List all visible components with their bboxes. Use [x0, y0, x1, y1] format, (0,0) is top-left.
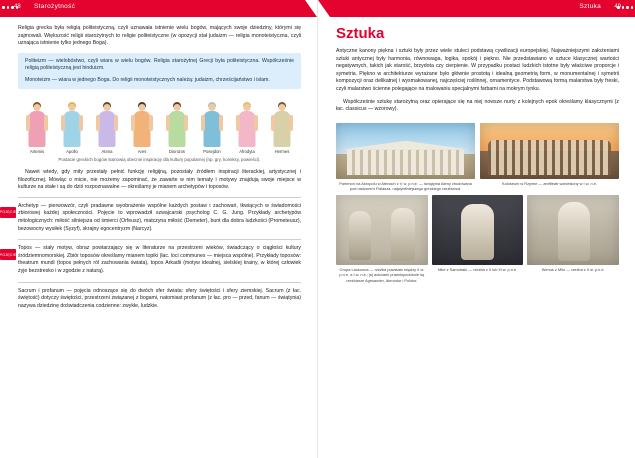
god-figure-posejdon: [197, 101, 227, 147]
photo-grid-bottom: [318, 191, 635, 283]
note-badge-topos: POJĘCIE: [0, 249, 16, 260]
right-chapter-title: Sztuka: [579, 3, 601, 10]
divider-3: [18, 282, 301, 283]
god-label-3: Ares: [137, 149, 147, 154]
laocoon-caption: Grupa Laokoona — rzeźba powstała między II w. p.n.e. a I w. n.e.; jej autorami prawdopodobnie są rzeźbiarze Agesander, Atenodor i Polidor.: [339, 267, 425, 283]
right-paragraph-2: Współcześnie sztukę starożytną oraz opierające się na niej nowsze nurty z kolejnych epok określamy klasycznymi (z łac. classicus — wzorowy).: [336, 98, 619, 113]
god-figure-atena: [92, 101, 122, 147]
god-label-1: Apollo: [66, 149, 78, 154]
figure-nike-samothrace: [432, 195, 524, 283]
right-folio: 49: [614, 3, 621, 10]
god-figure-ares: [127, 101, 157, 147]
nike-samothrace-caption: Nike z Samotraki — rzeźba z II lub III w. p.n.e.: [437, 267, 518, 273]
venus-de-milo-caption: Wenus z Milo — rzeźba z II w. p.n.e.: [541, 267, 605, 273]
left-chapter-title: Starożytność: [34, 3, 76, 10]
figure-venus-de-milo: [527, 195, 619, 283]
god-label-6: Afrodyta: [239, 149, 255, 154]
god-label-2: Atena: [101, 149, 113, 154]
note-text-topos: Topos — stały motyw, obraz powtarzający się w literaturze na przestrzeni wieków, świadczący o ciągłości kultury śródziemnomorskiej. Zbiór toposów określamy mianem topiki (łac. loci communes — miejsca wspólne). Przykłady toposów: theatrum mundi (topos pełnych ról zachowania świata), topos Arkadii (motyw idealnej, sielskiej krainy, w której człowiek żyje bezstresko i w zgodzie z naturą).: [18, 245, 301, 274]
god-figure-hermes: [267, 101, 297, 147]
left-paragraph-2: Nawet wtedy, gdy mity przestały pełnić funkcję religijną, pozostały źródłem inspiracji literackiej, artystycznej i filozoficznej. Mówiąc o micie, nie możemy zapominać, że zawarte w nim tematy i motywy znajdują swoje miejsce w kulturze na stałe i są do dziś rozpoznawalne — określamy je mianem archetypów i toposów.: [18, 169, 301, 191]
note-badge-archetyp: POJĘCIE: [0, 207, 16, 218]
right-page: [317, 0, 635, 458]
figure-laocoon: [336, 195, 428, 283]
god-label-7: Hermes: [274, 149, 290, 154]
venus-de-milo-photo: [527, 195, 619, 265]
left-body-column: [0, 17, 317, 310]
god-figure-artemis: [22, 101, 52, 147]
greek-gods-illustration: [18, 95, 301, 163]
left-paragraph-1: Religia grecka była religią politeistyczną, czyli uznawała istnienie wielu bogów, mających swoje dziedziny, którymi się zajmowali. Większość religii starożytnych to religie politeistyczne (w opozycji stał judaizm — religia monoteistyczna, czyli uznająca istnienie tylko jednego Boga).: [18, 25, 301, 47]
definition-monoteizm: Monoteizm — wiara w jednego Boga. Do religii monoteistycznych należą: judaizm, chrześcijaństwo i islam.: [25, 76, 270, 83]
note-sacrum-profanum: [18, 288, 301, 311]
parthenon-caption: Partenon na Akropolu w Atenach z V w. p.n.e. — świątynia Ateny zbudowana pod nadzorem Fidiasza, najwybitniejszego greckiego rzeźbiarza.: [339, 180, 472, 191]
photo-grid-top: [318, 119, 635, 191]
figure-colosseum: [480, 123, 619, 191]
note-text-sacrum-profanum: Sacrum i profanum — pojęcia odnoszące się do dwóch sfer świata: sfery świętości i sfery ziemskiej. Sacrum (z łac. świętość) dotyczy świętości, przestrzeni związanej z bogami, natomiast profanum (z łac. pro — przed, fanum — świątynia) nazywa dziedzinę doświadczenia codzienne: zwykłe, ludzkie.: [18, 287, 301, 309]
god-label-0: Artemis: [29, 149, 45, 154]
left-page: [0, 0, 317, 458]
nike-samothrace-photo: [432, 195, 524, 265]
right-page-header: [318, 0, 635, 17]
note-text-archetyp: Archetyp — pierwowzór, czyli pradawne wyobrażenie wspólne każdych postaw i zachowań, tkwiących w świadomości zbiorowej każdej społeczności. Pojęcie to wprowadził szwajcarski psycholog C. G. Jung. Przykłady archetypów mitologicznych: miłość silniejsza od śmierci (Orfeusz), matczyna miłość (Demeter), bunt dla dobra ludzkości (Prometeusz), bezowocny wysiłek (Syzyf), skrajny egocentryzm (Narcyz).: [18, 202, 301, 232]
god-label-4: Dionizos: [168, 149, 186, 154]
definition-box: [18, 53, 301, 89]
left-folio: 48: [14, 3, 21, 10]
gods-caption: Postacie greckich bogów stanowią obecnie inspirację dla kultury popularnej (np. gry, komiksy, powieści).: [58, 157, 261, 162]
right-body-column: [318, 25, 635, 114]
note-archetyp: [0, 202, 301, 233]
right-paragraph-1: Antyczne kanony piękna i sztuki były przez wiele stuleci podstawą cywilizacji europejskiej. Najważniejszymi założeniami sztuki antycznej były harmonia, równowaga, logika, spokój i piękno. Nie przedstawiano w sztuce klasycznej wartości negatywnych, takich jak starość, brzydota czy cierpienie. W przypadku postaci ludzkich istotne były właściwe proporcje i symetria. Piękno w architekturze wyrażane było głównie prostotą i idealną geometrią form, w monumentalnej i symetrii kompozycji oraz delikatnej i wysmakowanej, najczęściej roślinnej, ornamentyce. Podstawową formą malarstwa były freski, czyli malarstwo ścienne polegające na malowaniu specjalnymi farbami na mokrym tynku.: [336, 48, 619, 92]
colosseum-photo: [480, 123, 619, 179]
parthenon-photo: [336, 123, 475, 179]
definition-politeizm: Politeizm — wielobóstwo, czyli wiara w wielu bogów. Religia starożytnej Grecji była politeistyczna. Współcześnie religią politeistyczną jest hinduizm.: [25, 57, 294, 72]
figure-parthenon: [336, 123, 475, 191]
note-topos: [0, 245, 301, 275]
laocoon-photo: [336, 195, 428, 265]
divider-1: [18, 197, 301, 198]
page-title: Sztuka: [336, 25, 385, 42]
god-figure-apollo: [57, 101, 87, 147]
colosseum-caption: Koloseum w Rzymie — amfiteatr wzniesiony w I w. n.e.: [502, 180, 597, 186]
god-label-5: Posejdon: [203, 149, 221, 154]
left-page-header: [0, 0, 317, 17]
god-figure-dionizos: [162, 101, 192, 147]
god-figure-afrodyta: [232, 101, 262, 147]
divider-2: [18, 239, 301, 240]
